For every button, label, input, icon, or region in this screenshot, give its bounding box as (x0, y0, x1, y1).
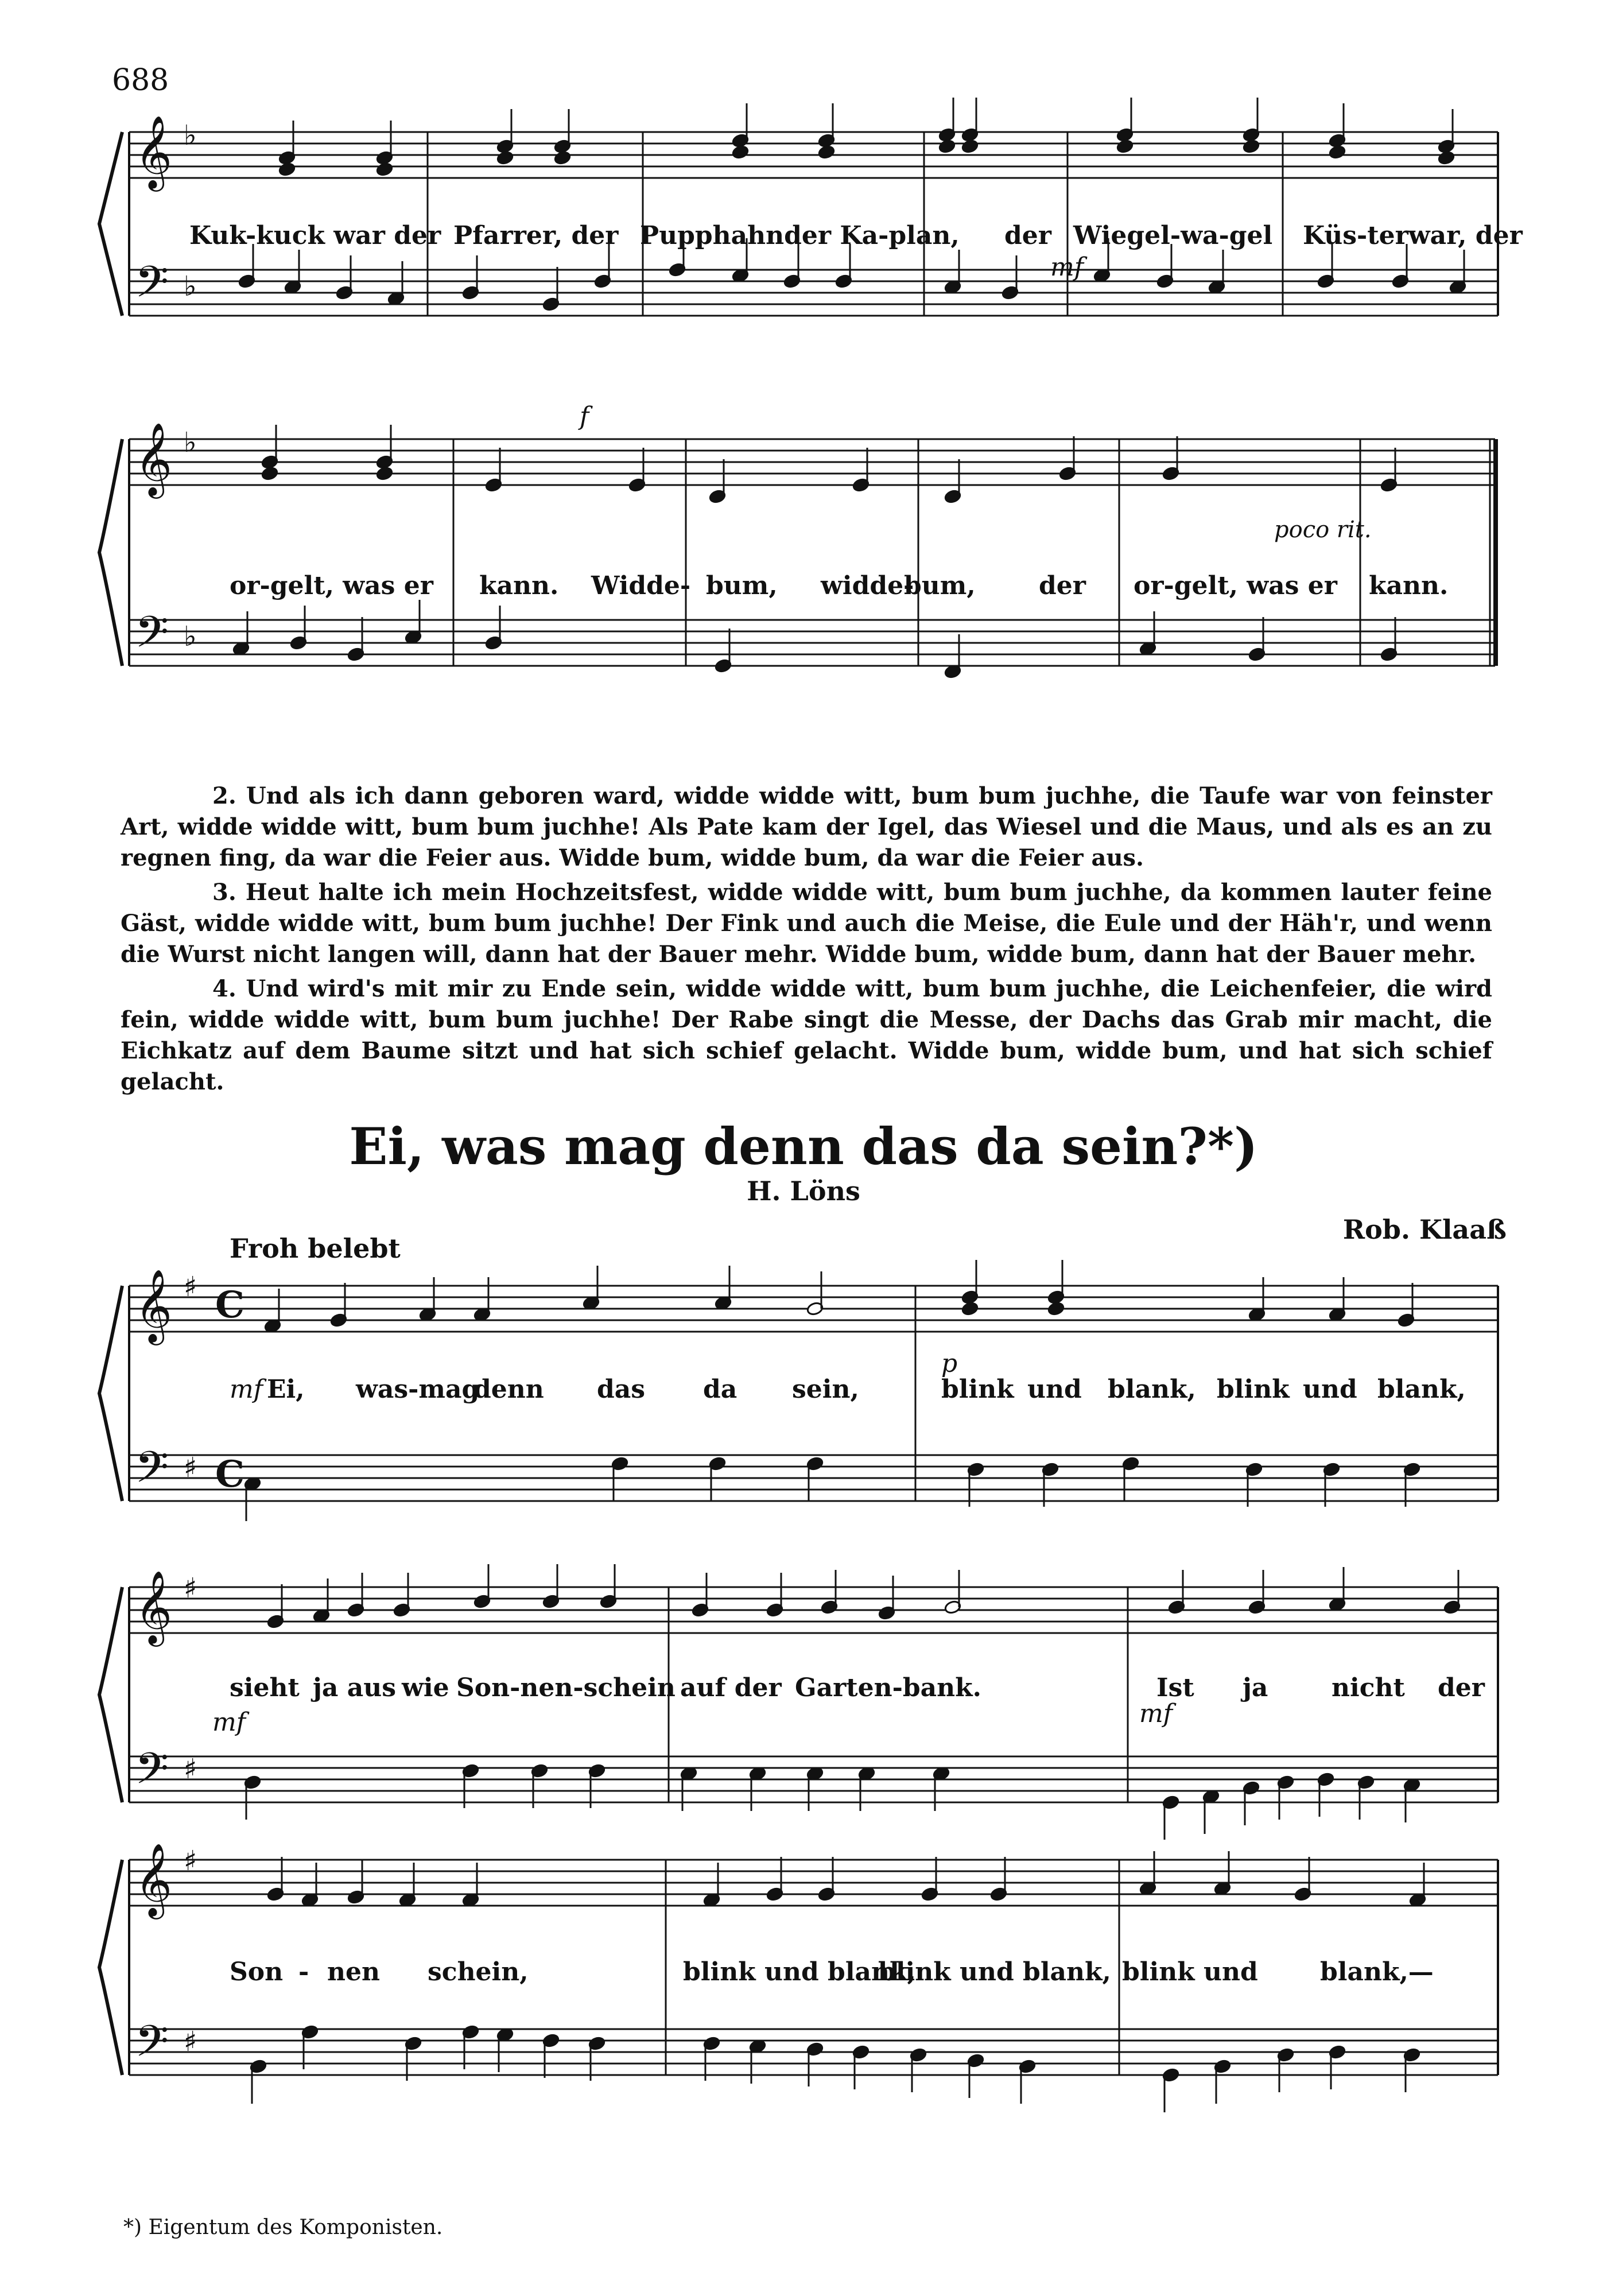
treble-clef: 𝄞 (135, 1843, 173, 1916)
lyric: blink und blank, (878, 1957, 1111, 1987)
lyric: der (1004, 221, 1051, 250)
key-signature: ♯ (184, 1753, 197, 1785)
notehead (818, 145, 836, 160)
lyric: - (298, 1957, 309, 1987)
lyric: blink und (1122, 1957, 1258, 1987)
bass-clef: 𝄢 (135, 607, 169, 668)
verse-4: 4. Und wird's mit mir zu Ende sein, widde widde witt, bum bum juchhe, die Leichenfeier, die wird fein, widde widde witt, bum bum juchhe! Der Rabe singt die Messe, der Dachs das Grab mir macht, die Eichkatz auf dem Baume sitzt und hat sich schief gelacht. Widde bum, widde bum, und hat sich schief gelacht. (121, 975, 1492, 1095)
lyric: der (1438, 1673, 1485, 1702)
lyric: denn (473, 1375, 544, 1404)
key-signature: ♭ (184, 119, 197, 152)
treble-clef: 𝄞 (135, 1570, 173, 1643)
bass-clef: 𝄢 (135, 2016, 169, 2077)
dynamic-mark: mf (1139, 1699, 1173, 1728)
time-signature: C (215, 1283, 244, 1327)
notehead (496, 150, 514, 165)
lyric: da (703, 1375, 737, 1404)
notehead (261, 466, 279, 481)
notehead (376, 466, 394, 481)
key-signature: ♭ (184, 270, 197, 302)
composer-name: Rob. Klaaß (1342, 1214, 1507, 1245)
lyric: kann. (1369, 571, 1449, 600)
notehead (376, 162, 394, 177)
notehead (1047, 1301, 1065, 1316)
lyric: blank, (1108, 1375, 1196, 1404)
lyric: widde- (821, 571, 914, 600)
lyric: sieht (230, 1673, 300, 1702)
brace (99, 1286, 122, 1501)
lyric: blink (1217, 1375, 1290, 1404)
lyric: Pupphahnder Ka-plan, (640, 221, 960, 250)
lyric: blank, (1377, 1375, 1466, 1404)
lyric: und (1027, 1375, 1082, 1404)
dynamic-mark: p (941, 1349, 958, 1378)
lyric: was-mag (356, 1375, 480, 1404)
page-number: 688 (112, 63, 169, 98)
bass-clef: 𝄢 (135, 1743, 169, 1805)
lyric: das (597, 1375, 646, 1404)
dynamic-mark: mf (212, 1708, 246, 1737)
lyric: ja aus (313, 1673, 397, 1702)
notehead (938, 139, 956, 154)
lyric: der (1039, 571, 1086, 600)
brace (99, 439, 122, 666)
key-signature: ♯ (184, 2026, 197, 2058)
notehead (732, 145, 750, 160)
bass-clef: 𝄢 (135, 257, 169, 318)
lyric: blink und blank, (683, 1957, 916, 1987)
tempo-marking: Froh belebt (230, 1233, 401, 1264)
notehead (1116, 139, 1134, 154)
notehead (961, 139, 979, 154)
notehead (278, 162, 296, 177)
lyric: Garten-bank. (795, 1673, 981, 1702)
lyric: ja (1243, 1673, 1268, 1702)
lyric: or-gelt, was er (230, 571, 433, 600)
lyric: blank,— (1320, 1957, 1434, 1987)
dynamic-mark: f (580, 402, 589, 431)
lyric: nen (327, 1957, 380, 1987)
lyric: auf der (680, 1673, 782, 1702)
treble-clef: 𝄞 (135, 1269, 173, 1342)
lyric: schein, (428, 1957, 529, 1987)
brace (99, 132, 122, 316)
notehead (1243, 139, 1260, 154)
treble-clef: 𝄞 (135, 115, 173, 188)
key-signature: ♯ (184, 1572, 197, 1604)
time-signature: C (215, 1453, 244, 1496)
dynamic-mark: mf (1050, 253, 1084, 282)
lyric: Wiegel-wa-gel (1073, 221, 1273, 250)
bass-clef: 𝄢 (135, 1442, 169, 1503)
notehead (1438, 150, 1455, 165)
key-signature: ♯ (184, 1452, 197, 1484)
poet-name: H. Löns (747, 1176, 860, 1207)
verse-3: 3. Heut halte ich mein Hochzeitsfest, widde widde witt, bum bum juchhe, da kommen lauter feine Gäst, widde widde witt, bum bum juchhe! Der Fink und auch die Meise, die Eule und der Häh'r, und wenn die Wurst nicht langen will, dann hat der Bauer mehr. Widde bum, widde bum, dann hat der Bauer mehr. (121, 879, 1492, 968)
treble-clef: 𝄞 (135, 422, 173, 495)
lyric: Kuk-kuck war der (189, 221, 441, 250)
lyric: Pfarrer, der (453, 221, 619, 250)
key-signature: ♭ (184, 426, 197, 459)
brace (99, 1860, 122, 2075)
notehead (554, 150, 572, 165)
notehead (1329, 145, 1346, 160)
lyric: kann. (479, 571, 559, 600)
notehead (961, 1301, 979, 1316)
lyric: Widde- (591, 571, 691, 600)
lyric: or-gelt, was er (1134, 571, 1337, 600)
dynamic-mark: poco rit. (1274, 517, 1372, 543)
lyric: Ist (1156, 1673, 1194, 1702)
lyric: Küs-terwar, der (1303, 221, 1523, 250)
lyric: sein, (792, 1375, 859, 1404)
lyric: nicht (1332, 1673, 1405, 1702)
lyric: und (1303, 1375, 1357, 1404)
brace (99, 1587, 122, 1802)
lyric: blink (941, 1375, 1014, 1404)
verse-2: 2. Und als ich dann geboren ward, widde widde witt, bum bum juchhe, die Taufe war von feinster Art, widde widde witt, bum bum juchhe! Als Pate kam der Igel, das Wiesel und die Maus, und als es an zu regnen fing, da war die Feier aus. Widde bum, widde bum, da war die Feier aus. (121, 782, 1492, 871)
lyric: wie (402, 1673, 449, 1702)
lyric: bum, (904, 571, 976, 600)
lyric: Ei, (267, 1375, 305, 1404)
lyric: bum, (706, 571, 778, 600)
key-signature: ♭ (184, 620, 197, 653)
dynamic-mark: mf (230, 1375, 263, 1404)
lyric: Son (230, 1957, 284, 1987)
footnote: *) Eigentum des Komponisten. (123, 2216, 443, 2239)
key-signature: ♯ (184, 1271, 197, 1303)
lyric: Son-nen-schein (456, 1673, 676, 1702)
key-signature: ♯ (184, 1845, 197, 1877)
song-title: Ei, was mag denn das da sein?*) (349, 1116, 1258, 1176)
